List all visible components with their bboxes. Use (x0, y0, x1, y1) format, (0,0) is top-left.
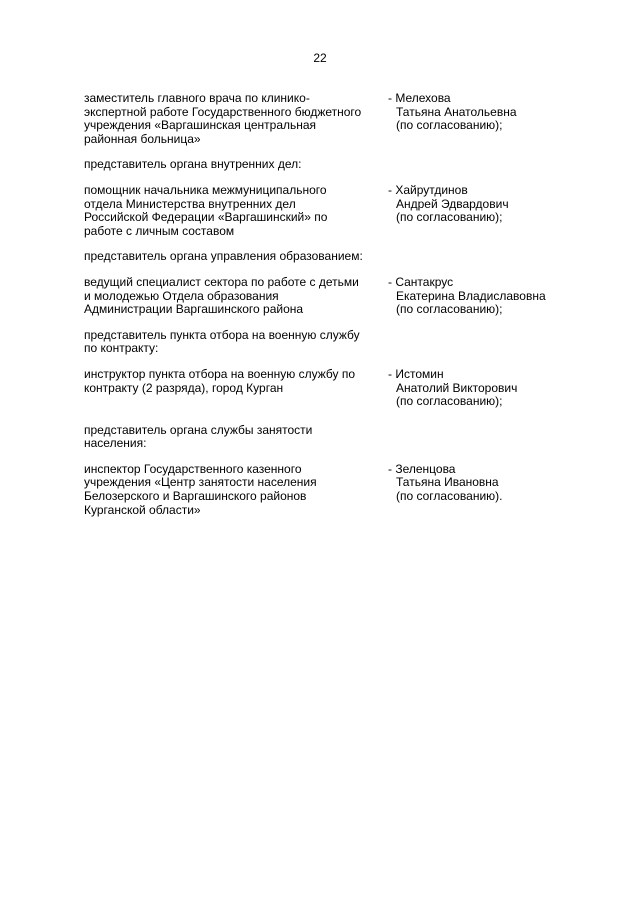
person-surname: - Хайрутдинов (388, 182, 468, 197)
position-line: районная больница» (84, 131, 201, 146)
member-position (84, 92, 388, 146)
position-line: Российской Федерации «Варгашинский» по (84, 210, 328, 225)
position-line: Белозерского и Варгашинского районов (84, 489, 307, 504)
member-entry (84, 92, 574, 146)
section-title-line: населения: (84, 436, 147, 451)
section-title (84, 424, 574, 451)
member-entry (84, 368, 574, 409)
person-surname: - Мелехова (388, 91, 451, 105)
person-name: Анатолий Викторович (396, 380, 518, 395)
person-note: (по согласованию); (396, 394, 503, 409)
position-line: учреждения «Варгашинская центральная (84, 118, 317, 133)
member-entry (84, 463, 574, 517)
section-title-line: представитель органа внутренних дел: (84, 157, 302, 172)
member-person (388, 463, 574, 517)
member-position (84, 276, 388, 317)
person-surname: - Сантакрус (388, 274, 454, 289)
person-name: Андрей Эдвардович (396, 196, 509, 211)
person-name: Татьяна Ивановна (396, 475, 499, 490)
position-line: помощник начальника межмуниципального (84, 182, 327, 197)
position-line: экспертной работе Государственного бюджетного (84, 104, 362, 119)
section-title (84, 250, 574, 264)
position-line: отдела Министерства внутренних дел (84, 196, 296, 211)
person-note: (по согласованию); (396, 210, 503, 225)
person-note: (по согласованию). (396, 489, 503, 504)
page-number: 22 (313, 51, 327, 65)
person-name: Екатерина Владиславовна (396, 288, 546, 303)
position-line: заместитель главного врача по клинико- (84, 91, 310, 105)
member-person (388, 276, 574, 317)
position-line: Курганской области» (84, 502, 201, 517)
person-note: (по согласованию); (396, 118, 503, 133)
commission-member-list (84, 92, 574, 517)
section-title-line: представитель пункта отбора на военную службу (84, 327, 360, 342)
member-entry (84, 184, 574, 238)
position-line: ведущий специалист сектора по работе с детьми (84, 274, 359, 289)
position-line: инспектор Государственного казенного (84, 461, 302, 476)
member-position (84, 463, 388, 517)
member-person (388, 92, 574, 146)
position-line: Администрации Варгашинского района (84, 302, 304, 317)
member-person (388, 368, 574, 409)
member-person (388, 184, 574, 238)
position-line: и молодежью Отдела образования (84, 288, 279, 303)
position-line: работе с личным составом (84, 223, 235, 238)
section-title-line: представитель органа управления образованием: (84, 249, 363, 264)
person-surname: - Истомин (388, 366, 444, 381)
member-position (84, 184, 388, 238)
person-note: (по согласованию); (396, 302, 503, 317)
position-line: учреждения «Центр занятости населения (84, 475, 317, 490)
position-line: контракту (2 разряда), город Курган (84, 380, 284, 395)
person-name: Татьяна Анатольевна (396, 104, 517, 119)
position-line: инструктор пункта отбора на военную службу по (84, 366, 356, 381)
section-title (84, 158, 574, 172)
section-title-line: представитель органа службы занятости (84, 422, 313, 437)
section-title (84, 329, 574, 356)
section-title-line: по контракту: (84, 341, 159, 356)
member-entry (84, 276, 574, 317)
member-position (84, 368, 388, 409)
person-surname: - Зеленцова (388, 461, 456, 476)
